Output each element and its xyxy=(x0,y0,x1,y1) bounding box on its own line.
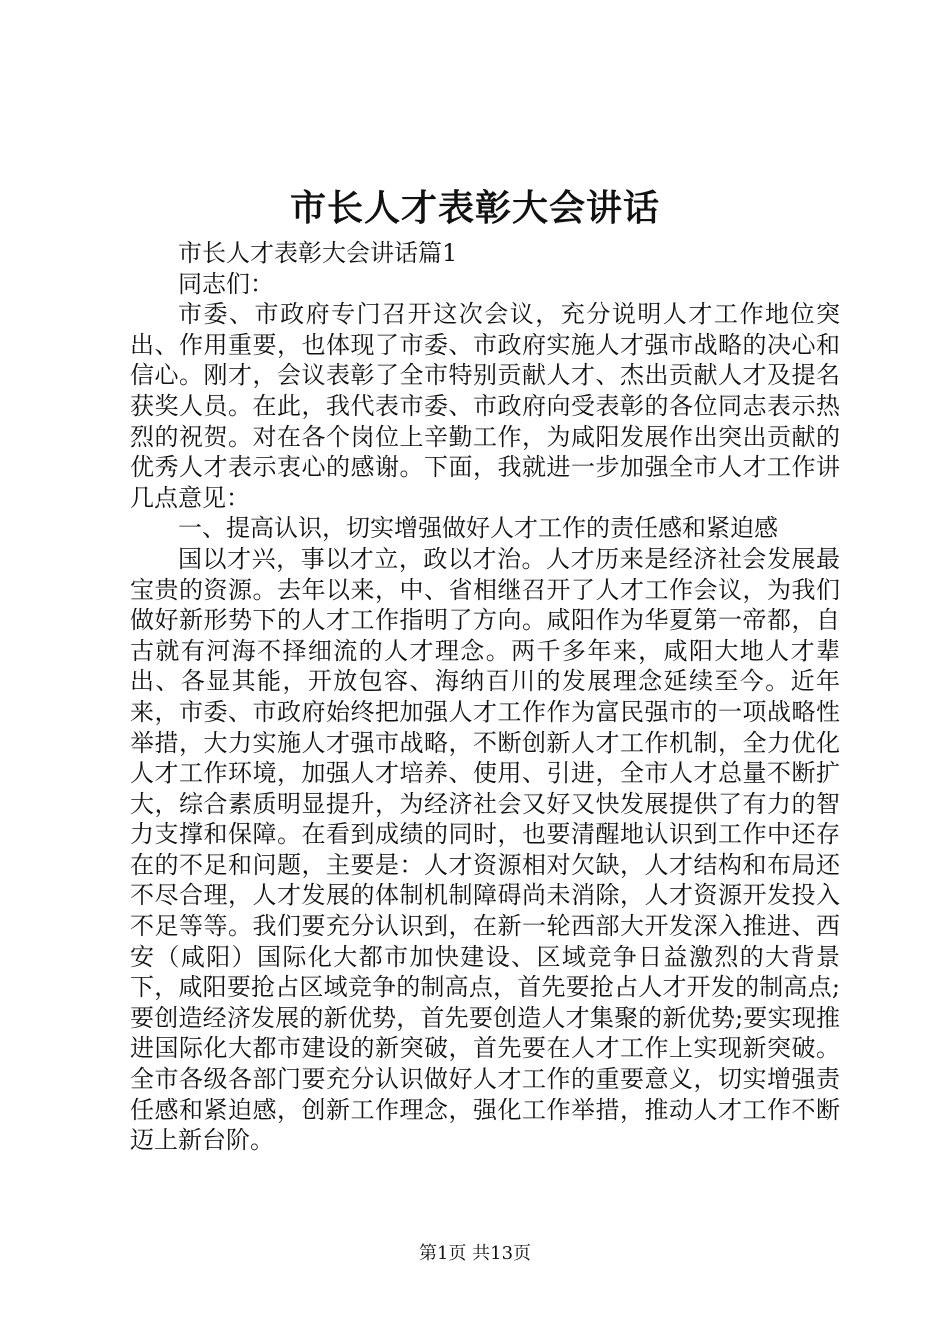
section-heading: 市长人才表彰大会讲话篇1 xyxy=(178,239,458,267)
page-footer: 第1页 共13页 xyxy=(418,1243,532,1264)
document-title: 市长人才表彰大会讲话 xyxy=(289,187,660,229)
document-body xyxy=(130,238,840,1156)
paragraph-heading-1: 一、提高认识，切实增强做好人才工作的责任感和紧迫感 xyxy=(178,514,778,543)
paragraph-intro: 市委、市政府专门召开这次会议，充分说明人才工作地位突出、作用重要，也体现了市委、市政府实施人才强市战略的决心和信心。刚才，会议表彰了全市特别贡献人才、杰出贡献人才及提名获奖人员。在此，我代表市委、市政府向受表彰的各位同志表示热烈的祝贺。对在各个岗位上辛勤工作，为咸阳发展作出突出贡献的优秀人才表示衷心的感谢。下面，我就进一步加强全市人才工作讲几点意见： xyxy=(130,300,840,512)
salutation: 同志们： xyxy=(178,269,274,298)
paragraph-body-1: 国以才兴，事以才立，政以才治。人才历来是经济社会发展最宝贵的资源。去年以来，中、省相继召开了人才工作会议，为我们做好新形势下的人才工作指明了方向。咸阳作为华夏第一帝都，自古就有河海不择细流的人才理念。两千多年来，咸阳大地人才辈出、各显其能，开放包容、海纳百川的发展理念延续至今。近年来，市委、市政府始终把加强人才工作作为富民强市的一项战略性举措，大力实施人才强市战略，不断创新人才工作机制，全力优化人才工作环境，加强人才培养、使用、引进，全市人才总量不断扩大，综合素质明显提升，为经济社会又好又快发展提供了有力的智力支撑和保障。在看到成绩的同时，也要清醒地认识到工作中还存在的不足和问题，主要是：人才资源相对欠缺，人才结构和布局还不尽合理，人才发展的体制机制障碍尚未消除，人才资源开发投入不足等等。我们要充分认识到，在新一轮西部大开发深入推进、西安（咸阳）国际化大都市加快建设、区域竞争日益激烈的大背景下，咸阳要抢占区域竞争的制高点，首先要抢占人才开发的制高点;要创造经济发展的新优势，首先要创造人才集聚的新优势;要实现推进国际化大都市建设的新突破，首先要在人才工作上实现新突破。全市各级各部门要充分认识做好人才工作的重要意义，切实增强责任感和紧迫感，创新工作理念，强化工作举措，推动人才工作不断迈上新台阶。 xyxy=(130,544,840,1155)
